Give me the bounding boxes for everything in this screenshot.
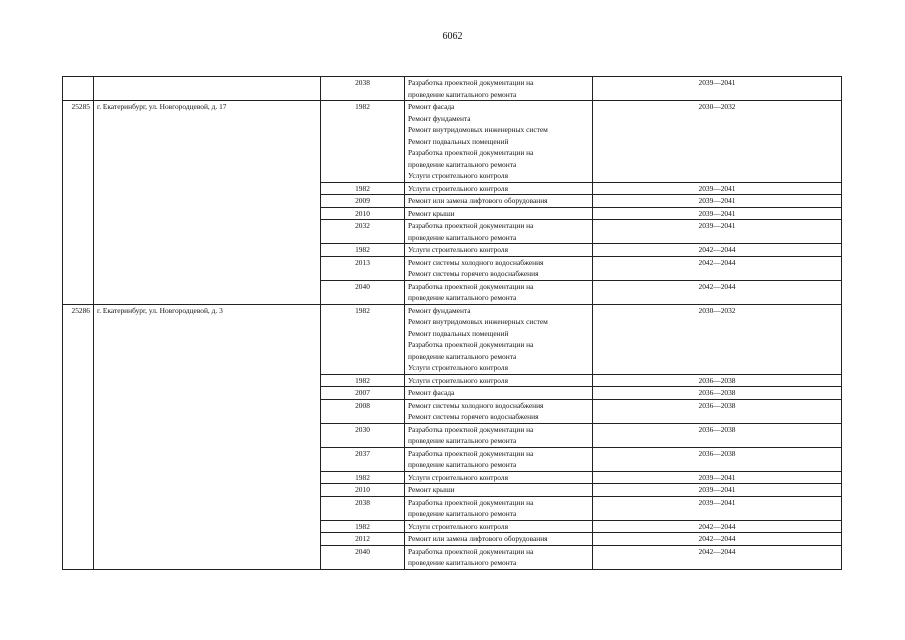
works-cell [405,423,593,447]
year-cell: 1982 [321,471,405,484]
table-row [63,77,842,101]
work-item: Разработка проектной документации на [408,221,534,230]
period-cell: 2036—2038 [593,447,842,471]
works-cell [405,387,593,400]
period-cell: 2039—2041 [593,496,842,520]
works-cell [405,280,593,304]
year-cell: 2040 [321,545,405,569]
works-cell [405,182,593,195]
work-item: проведение капитального ремонта [408,232,517,242]
year-cell: 1982 [321,182,405,195]
work-item: проведение капитального ремонта [408,351,517,361]
year-cell: 2010 [321,207,405,220]
works-cell [405,545,593,569]
work-item: Разработка проектной документации на [408,78,534,87]
period-cell: 2036—2038 [593,399,842,423]
works-cell [405,399,593,423]
work-item: Разработка проектной документации на [408,424,534,434]
building-id-cell [63,77,94,101]
year-cell: 2012 [321,533,405,546]
work-item: Услуги строительного контроля [408,375,508,385]
work-item: Ремонт крыши [408,208,455,218]
year-cell: 1982 [321,374,405,387]
work-item: Ремонт внутридомовых инженерных систем [408,317,548,326]
address-cell: г. Екатеринбург, ул. Новгородцевой, д. 3 [94,304,321,569]
year-cell: 2038 [321,77,405,101]
building-id-cell: 25285 [63,101,94,305]
address-cell [94,77,321,101]
works-cell [405,256,593,280]
work-item: Ремонт подвальных помещений [408,328,509,338]
period-cell: 2042—2044 [593,533,842,546]
year-cell: 2030 [321,423,405,447]
work-item: Ремонт системы холодного водоснабжения [408,400,544,410]
work-item: Разработка проектной документации на [408,448,534,458]
work-item: проведение капитального ремонта [408,436,517,445]
works-cell [405,447,593,471]
building-id-cell: 25286 [63,304,94,569]
table-row [63,101,842,183]
table-body [63,77,842,570]
period-cell: 2042—2044 [593,520,842,533]
works-cell [405,207,593,220]
works-cell [405,101,593,183]
table-row [63,304,842,374]
period-cell: 2039—2041 [593,77,842,101]
works-cell [405,374,593,387]
work-item: Ремонт крыши [408,485,455,494]
work-item: Разработка проектной документации на [408,546,534,556]
work-item: Разработка проектной документации на [408,148,534,157]
year-cell: 2010 [321,484,405,497]
works-cell [405,533,593,546]
year-cell: 2040 [321,280,405,304]
repair-schedule-table [62,76,842,570]
work-item: Ремонт или замена лифтового оборудования [408,534,548,543]
period-cell: 2039—2041 [593,220,842,244]
period-cell: 2030—2032 [593,304,842,374]
period-cell: 2042—2044 [593,244,842,257]
work-item: Ремонт фундамента [408,305,471,315]
period-cell: 2042—2044 [593,256,842,280]
period-cell: 2039—2041 [593,182,842,195]
work-item: Разработка проектной документации на [408,281,534,291]
year-cell: 1982 [321,304,405,374]
year-cell: 2007 [321,387,405,400]
work-item: проведение капитального ремонта [408,460,517,469]
page-number: 6062 [442,31,463,42]
work-item: Ремонт или замена лифтового оборудования [408,196,548,205]
period-cell: 2030—2032 [593,101,842,183]
work-item: Ремонт фасада [408,102,455,111]
work-item: Разработка проектной документации на [408,340,534,349]
work-item: Ремонт системы горячего водоснабжения [408,412,539,421]
work-item: проведение капитального ремонта [408,509,517,518]
period-cell: 2039—2041 [593,195,842,208]
work-item: Услуги строительного контроля [408,245,508,254]
period-cell: 2039—2041 [593,484,842,497]
period-cell: 2036—2038 [593,374,842,387]
work-item: проведение капитального ремонта [408,89,517,99]
year-cell: 1982 [321,244,405,257]
works-cell [405,484,593,497]
address-cell: г. Екатеринбург, ул. Новгородцевой, д. 17 [94,101,321,305]
work-item: Услуги строительного контроля [408,363,508,372]
year-cell: 2008 [321,399,405,423]
period-cell: 2042—2044 [593,545,842,569]
work-item: Разработка проектной документации на [408,497,534,507]
work-item: проведение капитального ремонта [408,159,517,169]
work-item: Ремонт фундамента [408,113,471,123]
work-item: проведение капитального ремонта [408,558,517,567]
work-item: Услуги строительного контроля [408,521,508,531]
works-cell [405,304,593,374]
period-cell: 2036—2038 [593,387,842,400]
year-cell: 2032 [321,220,405,244]
works-cell [405,471,593,484]
work-item: Ремонт внутридомовых инженерных систем [408,125,548,134]
works-cell [405,496,593,520]
work-item: Услуги строительного контроля [408,472,508,482]
work-item: Ремонт системы холодного водоснабжения [408,257,544,267]
period-cell: 2042—2044 [593,280,842,304]
period-cell: 2039—2041 [593,471,842,484]
year-cell: 1982 [321,101,405,183]
year-cell: 2037 [321,447,405,471]
period-cell: 2036—2038 [593,423,842,447]
work-item: Ремонт подвальных помещений [408,136,509,146]
work-item: проведение капитального ремонта [408,293,517,302]
year-cell: 2013 [321,256,405,280]
works-cell [405,77,593,101]
works-cell [405,520,593,533]
year-cell: 2009 [321,195,405,208]
work-item: Услуги строительного контроля [408,183,508,193]
work-item: Ремонт системы горячего водоснабжения [408,269,539,278]
works-cell [405,244,593,257]
works-cell [405,220,593,244]
work-item: Услуги строительного контроля [408,171,508,180]
works-cell [405,195,593,208]
year-cell: 2038 [321,496,405,520]
year-cell: 1982 [321,520,405,533]
work-item: Ремонт фасада [408,388,455,397]
period-cell: 2039—2041 [593,207,842,220]
